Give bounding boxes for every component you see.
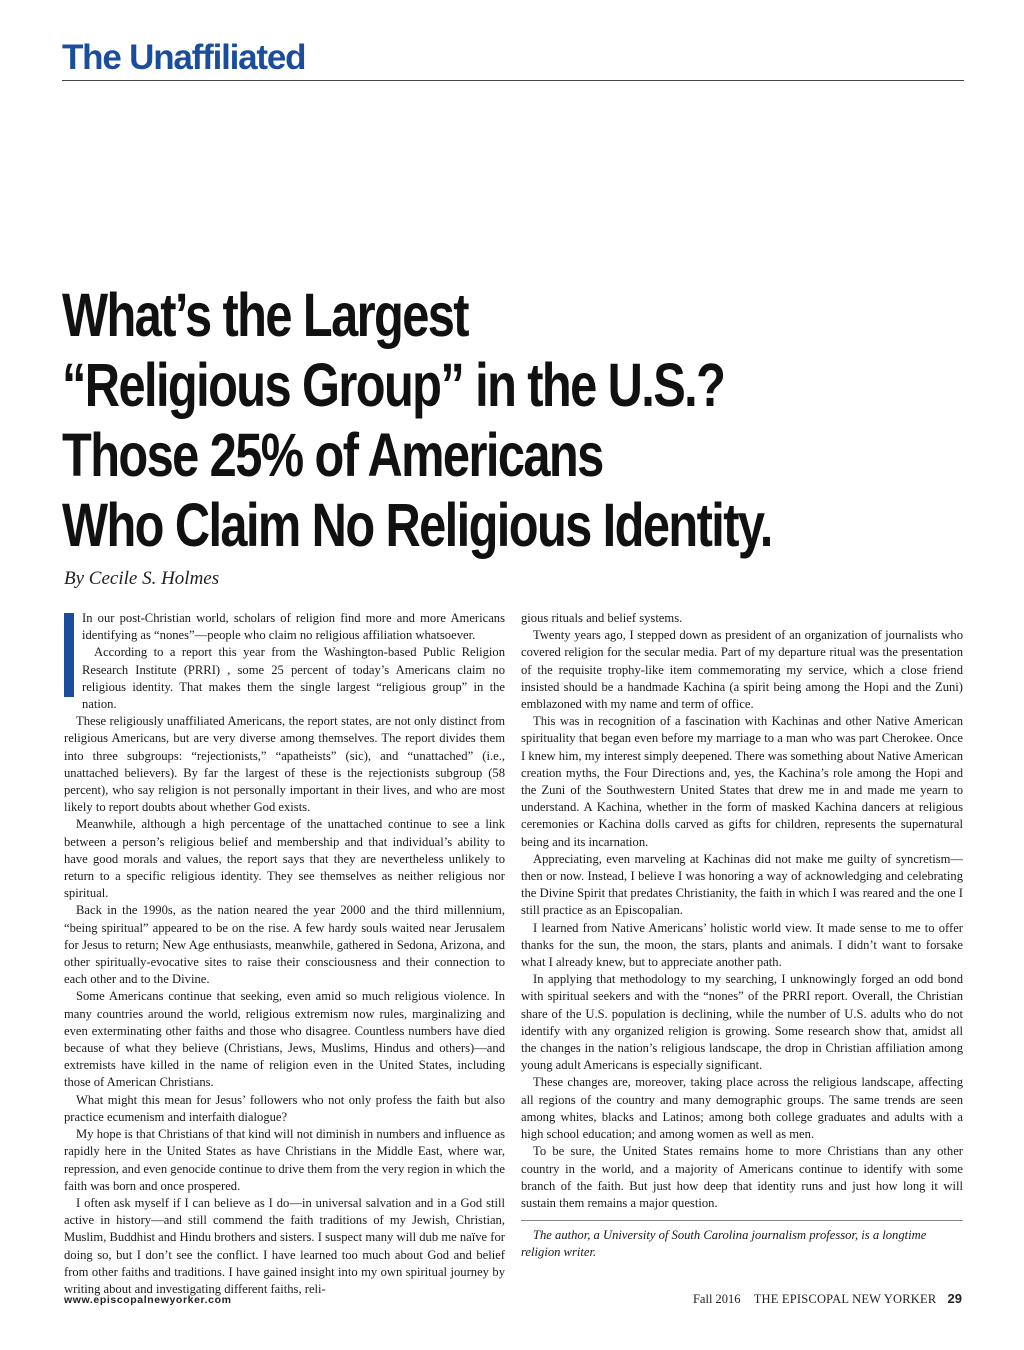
footer-website: www.episcopalnewyorker.com bbox=[64, 1294, 232, 1306]
paragraph: Twenty years ago, I stepped down as president of an organization of journalists who covered religion for the secular media. Part of my departure ritual was the presentation of the requisite trophy-like item commemorating my service, which a close friend insisted should be a handmade Kachina (a spirit being among the Hopi and the Zuni) emblazoned with my name and term of office. bbox=[521, 628, 963, 712]
paragraph: Back in the 1990s, as the nation neared the year 2000 and the third millennium, “being spiritual” appeared to be on the rise. A few hardy souls waited near Jerusalem for Jesus to return; New Age enthusiasts, meanwhile, gathered in Sedona, Arizona, and other spiritually-evocative sites to raise their consciousness and their connection to each other and to the Divine. bbox=[64, 903, 505, 987]
dropcap-bar-icon bbox=[64, 613, 74, 697]
paragraph: My hope is that Christians of that kind will not diminish in numbers and influence as rapidly here in the United States as have Christians in the Middle East, where war, repression, and even genocide continue to drive them from the very region in which the faith was born and once prospered. bbox=[64, 1127, 505, 1193]
article-column-left bbox=[64, 610, 505, 1298]
byline: By Cecile S. Holmes bbox=[64, 568, 220, 589]
footer-folio bbox=[693, 1291, 962, 1307]
paragraph: Appreciating, even marveling at Kachinas did not make me guilty of syncretism—then or now. Instead, I believe I was honoring a way of acknowledging and celebrating the Divine Spirit that predates Christianity, the faith in which I was reared and the one I still practice as an Episcopalian. bbox=[521, 851, 963, 918]
paragraph: Some Americans continue that seeking, even amid so much religious violence. In many countries around the world, religious extremism now rules, marginalizing and even exterminating other faiths and those who disagree. Countless numbers have died because of what they believe (Christians, Jews, Muslims, Hindus and others)—and extremists have killed in the name of religion even in the United States, including those of American Christians. bbox=[64, 989, 505, 1090]
paragraph: In applying that methodology to my searching, I unknowingly forged an odd bond with spiritual seekers and with the “nones” of the PRRI report. Overall, the Christian share of the U.S. population is declining, while the number of U.S. adults who do not identify with any organized religion is growing. Some research show that, amidst all the changes in the nation’s religious landscape, the drop in Christian affiliation among young adult Americans is especially significant. bbox=[521, 972, 963, 1073]
paragraph: This was in recognition of a fascination with Kachinas and other Native American spirituality that began even before my marriage to a man who was part Cherokee. Once I knew him, my interest simply deepened. There was something about Native American creation myths, the Four Directions and, yes, the Kachina’s role among the Hopi and the Zuni of the Southwestern United States that drew me in and made me yearn to understand. A Kachina, whether in the form of masked Kachina dancers at religious ceremonies or Kachina dolls carved as gifts for children, represents the supernatural being and its incarnation. bbox=[521, 714, 963, 849]
paragraph: These religiously unaffiliated Americans, the report states, are not only distinct from religious Americans, but are very diverse among themselves. The report divides them into three subgroups: “rejectionists,” “apatheists” (sic), and “unattached” (i.e., unattached believers). By far the largest of these is the rejectionists subgroup (58 percent), who say religion is not personally important in their lives, and who are most likely to report doubts about whether God exists. bbox=[64, 714, 505, 815]
headline-line: “Religious Group” in the U.S.? bbox=[62, 351, 725, 419]
paragraph: To be sure, the United States remains home to more Christians than any other country in the world, and a majority of Americans continue to identify with some branch of the faith. But just how deep that identity runs and just how long it will sustain them remains a major question. bbox=[521, 1144, 963, 1210]
paragraph: According to a report this year from the Washington-based Public Religion Research Institute (PRRI) , some 25 percent of today’s Americans claim no religious identity. That makes them the single largest “religious group” in the nation. bbox=[82, 645, 505, 712]
section-header bbox=[62, 36, 964, 81]
headline-line: What’s the Largest bbox=[62, 281, 468, 349]
page-number: 29 bbox=[947, 1291, 962, 1306]
dropcap-block bbox=[64, 610, 505, 713]
author-note: The author, a University of South Carolina journalism professor, is a longtime religion writer. bbox=[521, 1228, 927, 1260]
section-title: The Unaffiliated bbox=[62, 38, 306, 77]
footer-issue: Fall 2016 bbox=[692, 1292, 741, 1306]
paragraph: I often ask myself if I can believe as I do—in universal salvation and in a God still active in history—and still commend the faith traditions of my Jewish, Christian, Muslim, Buddhist and Hindu brothers and sisters. I suspect many will dub me naïve for doing so, but I don’t see the conflict. I have learned too much about God and belief from other faiths and traditions. I have gained insight into my own spiritual journey by writing about and investigating different faiths, reli- bbox=[64, 1195, 505, 1296]
article-column-right bbox=[521, 610, 963, 1262]
paragraph: What might this mean for Jesus’ followers who not only profess the faith but also practice ecumenism and interfaith dialogue? bbox=[64, 1092, 505, 1124]
paragraph: These changes are, moreover, taking place across the religious landscape, affecting all regions of the country and many demographic groups. The same trends are seen among whites, blacks and Latinos; among both college graduates and adults with a high school education; and among women as well as men. bbox=[521, 1075, 963, 1142]
divider bbox=[521, 1220, 963, 1221]
footer-magazine: THE EPISCOPAL NEW YORKER bbox=[753, 1292, 937, 1306]
paragraph: In our post-Christian world, scholars of religion find more and more Americans identifying as “nones”—people who claim no religious affiliation whatsoever. bbox=[82, 611, 505, 643]
paragraph: Meanwhile, although a high percentage of the unattached continue to see a link between a person’s religious belief and membership and that individual’s ability to have good morals and values, the report says that they are nevertheless unlikely to return to a specific religious identity. They see themselves as neither religious nor spiritual. bbox=[64, 817, 505, 901]
headline-line: Those 25% of Americans bbox=[62, 421, 603, 489]
article-headline bbox=[62, 280, 782, 560]
paragraph: I learned from Native Americans’ holistic world view. It made sense to me to offer thanks for the sun, the moon, the stars, plants and animals. I didn’t want to forsake what I already knew, but to appreciate another path. bbox=[521, 920, 963, 970]
paragraph: gious rituals and belief systems. bbox=[521, 611, 683, 625]
headline-line: Who Claim No Religious Identity. bbox=[62, 491, 772, 559]
